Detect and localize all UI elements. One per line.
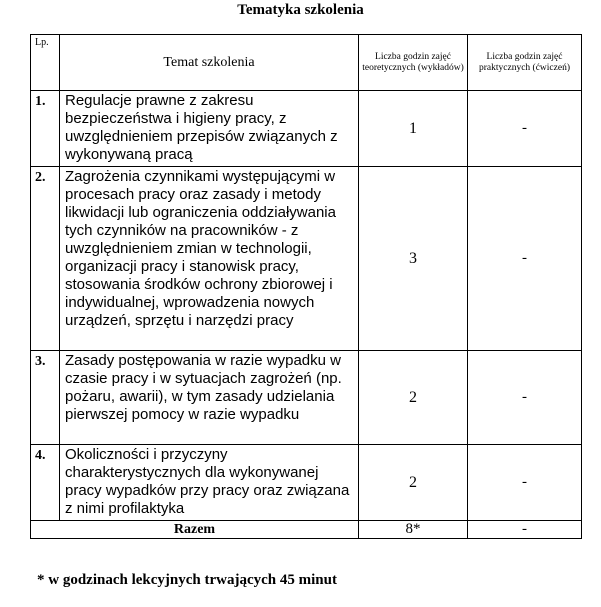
header-lp: Lp. <box>31 35 60 91</box>
row-topic: Okoliczności i przyczyny charakterystycznych dla wykonywanej pracy wypadków przy pracy oraz związana z nimi profilaktyka <box>60 445 359 521</box>
row-topic: Regulacje prawne z zakresu bezpieczeństwa i higieny pracy, z uwzględnieniem przepisów związanych z wykonywaną pracą <box>60 91 359 167</box>
row-topic: Zagrożenia czynnikami występującymi w procesach pracy oraz zasady i metody likwidacji lub ograniczenia oddziaływania tych czynników na pracowników - z uwzględnieniem zmian w technologii, organizacji pracy i stanowisk pracy, stosowania środków ochrony zbiorowej i indywidualnej, wprowadzenia nowych urządzeń, sprzętu i narzędzi pracy <box>60 167 359 351</box>
table-row <box>31 91 582 167</box>
row-practice-hours: - <box>468 167 582 351</box>
row-theory-hours: 1 <box>359 91 468 167</box>
row-lp: 3. <box>31 351 60 445</box>
row-theory-hours: 2 <box>359 445 468 521</box>
total-row <box>31 521 582 539</box>
row-theory-hours: 2 <box>359 351 468 445</box>
table-row <box>31 167 582 351</box>
header-theory-hours: Liczba godzin zajęć teoretycznych (wykładów) <box>359 35 468 91</box>
row-lp: 1. <box>31 91 60 167</box>
row-theory-hours: 3 <box>359 167 468 351</box>
document-title: Tematyka szkolenia <box>237 2 364 18</box>
row-lp: 2. <box>31 167 60 351</box>
header-practice-hours: Liczba godzin zajęć praktycznych (ćwiczeń) <box>468 35 582 91</box>
table-header-row <box>31 35 582 91</box>
footnote: * w godzinach lekcyjnych trwających 45 minut <box>37 572 337 588</box>
total-practice-hours: - <box>468 521 582 539</box>
total-label: Razem <box>31 521 359 539</box>
table-row <box>31 445 582 521</box>
row-lp: 4. <box>31 445 60 521</box>
row-practice-hours: - <box>468 91 582 167</box>
row-practice-hours: - <box>468 445 582 521</box>
table-row <box>31 351 582 445</box>
total-theory-hours: 8* <box>359 521 468 539</box>
header-topic: Temat szkolenia <box>60 35 359 91</box>
row-topic: Zasady postępowania w razie wypadku w czasie pracy i w sytuacjach zagrożeń (np. pożaru, awarii), w tym zasady udzielania pierwszej pomocy w razie wypadku <box>60 351 359 445</box>
row-practice-hours: - <box>468 351 582 445</box>
training-topics-table <box>30 34 582 539</box>
